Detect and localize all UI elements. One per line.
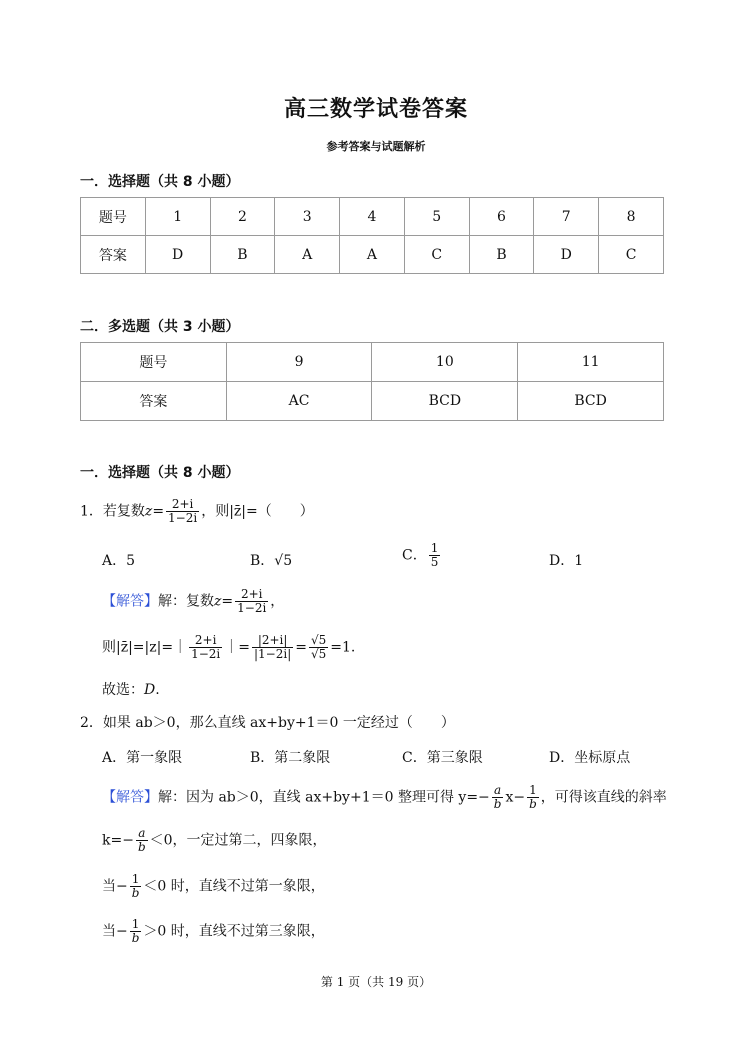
q2-sol1-fraction-1 — [527, 784, 539, 811]
table-cell: B — [469, 236, 534, 274]
frac-den: 1−2i — [237, 601, 267, 615]
q1-choose-end: . — [155, 682, 160, 698]
frac-den: |1−2i| — [254, 647, 292, 661]
q2-solution-line-2 — [102, 827, 327, 854]
document-subtitle: 参考答案与试题解析 — [326, 140, 426, 153]
table-cell: B — [210, 236, 275, 274]
q1-option-a: A．5 — [102, 553, 136, 569]
frac-den: b — [493, 797, 502, 811]
q2-option-a: A．第一象限 — [102, 750, 183, 766]
frac-num: a — [492, 784, 504, 798]
q1-choose: 故选： — [102, 682, 144, 698]
q2-solution-line-1 — [102, 784, 667, 811]
q1-option-c-label: C． — [402, 547, 427, 564]
q2-sol1-fraction-a — [492, 784, 504, 811]
table-cell: 5 — [404, 198, 469, 236]
page-footer: 第 1 页（共 19 页） — [320, 975, 432, 989]
q1-sol2-fraction-3 — [309, 634, 328, 661]
table-cell: AC — [226, 382, 372, 421]
section-heading-multi-choice: 二．多选题（共 3 小题） — [80, 319, 240, 335]
q1-solution-line-2 — [102, 634, 355, 661]
document-title: 高三数学试卷答案 — [283, 96, 468, 122]
q1-choose-line — [102, 679, 160, 699]
section-heading-single-choice: 一．选择题（共 8 小题） — [80, 174, 240, 190]
q2-sol1-prefix: 解：因为 ab＞0，直线 ax+by+1＝0 整理可得 y=− — [158, 789, 490, 806]
frac-num: 1 — [130, 918, 142, 932]
table-cell: 1 — [145, 198, 210, 236]
q2-sol4-prefix: 当− — [102, 923, 128, 940]
q1-sol2-fraction-2 — [252, 634, 293, 661]
q2-solution-line-3 — [102, 873, 325, 900]
q1-sol1-z: z — [214, 593, 222, 610]
table-cell: BCD — [372, 382, 518, 421]
q2-option-b: B．第二象限 — [250, 750, 331, 766]
q1-prefix: 1．若复数 — [80, 503, 145, 520]
section-heading-solutions: 一．选择题（共 8 小题） — [80, 465, 240, 481]
q1-z: z — [144, 503, 153, 520]
frac-num: |2+i| — [252, 634, 293, 648]
frac-den: 1−2i — [168, 511, 198, 525]
q1-sol1-suffix: ， — [270, 593, 285, 610]
q2-option-c: C．第三象限 — [402, 750, 483, 766]
q1-sol1-fraction — [235, 588, 268, 615]
table-cell: 3 — [275, 198, 340, 236]
q2-sol2-fraction — [136, 827, 148, 854]
q2-sol2-prefix: k=− — [102, 832, 134, 849]
q1-eq: = — [152, 503, 165, 520]
table-cell: 答案 — [81, 382, 227, 421]
frac-num: 1 — [527, 784, 539, 798]
q2-sol2-suffix: ＜0，一定过第二，四象限， — [149, 832, 327, 849]
table-cell: 7 — [534, 198, 599, 236]
q2-sol4-fraction — [130, 918, 142, 945]
q2-sol3-prefix: 当− — [102, 878, 128, 895]
table-cell: C — [599, 236, 664, 274]
question-1-stem — [80, 498, 314, 525]
q2-sol3-suffix: ＜0 时，直线不过第一象限， — [143, 878, 325, 895]
frac-den: √5 — [310, 647, 327, 661]
table-cell: D — [534, 236, 599, 274]
frac-num: 1 — [430, 541, 439, 555]
q1-sol1-prefix: 解：复数 — [158, 593, 214, 610]
q1-sol1-eq: = — [221, 593, 234, 610]
table-row — [81, 382, 664, 421]
table-cell: 题号 — [81, 343, 227, 382]
frac-num: √5 — [310, 633, 327, 647]
table-row — [81, 198, 664, 236]
frac-den: 5 — [430, 555, 439, 569]
table-cell: 9 — [226, 343, 372, 382]
table-row — [81, 236, 664, 274]
q1-option-c-fraction — [429, 542, 441, 569]
q1-sol2-suffix: =1. — [330, 639, 356, 656]
q2-sol4-suffix: ＞0 时，直线不过第三象限， — [143, 923, 325, 940]
q2-option-d: D．坐标原点 — [549, 750, 631, 766]
table-cell: 答案 — [81, 236, 146, 274]
frac-num: a — [136, 827, 148, 841]
table-cell: A — [340, 236, 405, 274]
frac-num: 2+i — [166, 498, 199, 512]
answer-tag: 【解答】 — [102, 593, 158, 610]
table-cell: A — [275, 236, 340, 274]
answer-table-single-choice — [80, 197, 664, 274]
q1-sol2-mid1: ｜= — [224, 639, 250, 656]
frac-den: b — [137, 840, 146, 854]
q1-solution-line-1 — [102, 588, 284, 615]
table-cell: D — [145, 236, 210, 274]
q1-option-d: D．1 — [549, 553, 584, 569]
q2-solution-line-4 — [102, 918, 325, 945]
table-cell: C — [404, 236, 469, 274]
frac-num: 2+i — [235, 588, 268, 602]
q1-fraction — [166, 498, 199, 525]
q1-choose-letter: D — [144, 682, 156, 698]
frac-den: 1−2i — [191, 647, 221, 661]
q1-option-b: B．√5 — [250, 553, 293, 569]
table-cell: 11 — [518, 343, 664, 382]
q1-suffix: ，则|z̄|=（ ） — [201, 503, 314, 520]
answer-table-multi-choice — [80, 342, 664, 421]
q1-sol2-mid2: = — [295, 639, 307, 656]
q1-option-c — [402, 542, 442, 569]
table-cell: 题号 — [81, 198, 146, 236]
answer-tag: 【解答】 — [102, 789, 158, 806]
frac-num: 2+i — [189, 634, 222, 648]
frac-den: b — [529, 797, 537, 811]
question-2-stem: 2．如果 ab＞0，那么直线 ax+by+1＝0 一定经过（ ） — [80, 715, 455, 731]
q2-sol1-suffix: ，可得该直线的斜率 — [540, 789, 667, 806]
frac-num: 1 — [130, 873, 142, 887]
q2-sol3-fraction — [130, 873, 142, 900]
table-cell: 4 — [340, 198, 405, 236]
q2-sol1-mid: x− — [505, 789, 526, 806]
table-cell: 10 — [372, 343, 518, 382]
frac-den: b — [131, 886, 140, 900]
frac-den: b — [131, 931, 140, 945]
table-row — [81, 343, 664, 382]
table-cell: BCD — [518, 382, 664, 421]
table-cell: 2 — [210, 198, 275, 236]
table-cell: 8 — [599, 198, 664, 236]
table-cell: 6 — [469, 198, 534, 236]
q1-sol2-prefix: 则|z̄|=|z|=｜ — [102, 639, 188, 656]
q1-sol2-fraction-1 — [189, 634, 222, 661]
